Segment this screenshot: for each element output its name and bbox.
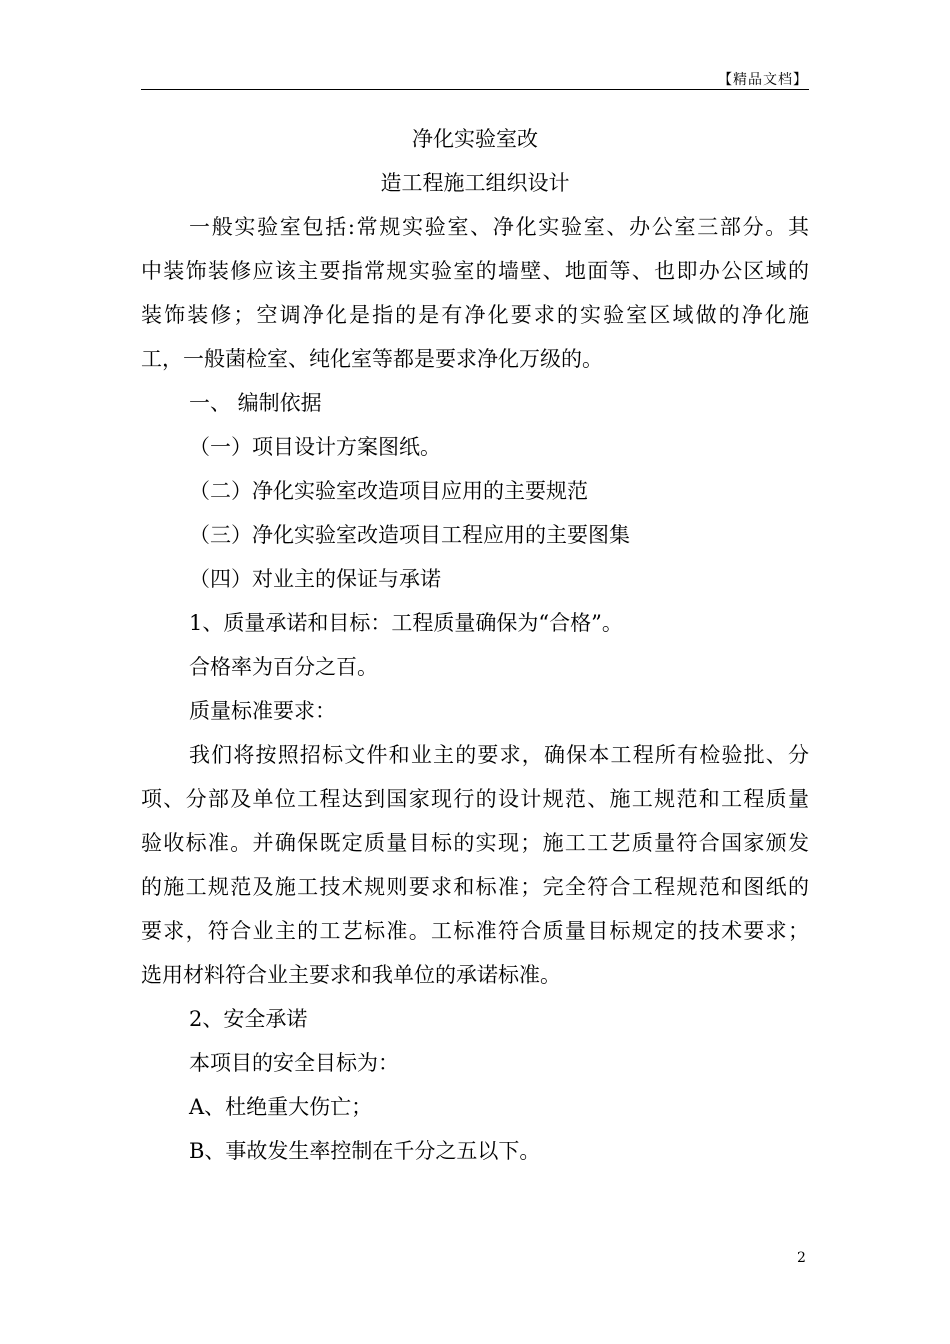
document-body bbox=[141, 117, 809, 1173]
basis-item-3: （三）净化实验室改造项目工程应用的主要图集 bbox=[189, 523, 630, 547]
safety-item-b: B、事故发生率控制在千分之五以下。 bbox=[189, 1139, 541, 1163]
basis-item-4: （四）对业主的保证与承诺 bbox=[189, 567, 441, 591]
quality-paragraph-line-1: 我们将按照招标文件和业主的要求，确保本工程所有检验批、分 bbox=[189, 743, 809, 767]
quality-standard-label: 质量标准要求： bbox=[189, 699, 336, 723]
title-line-1: 净化实验室改 bbox=[412, 127, 538, 151]
intro-line-1: 一般实验室包括:常规实验室、净化实验室、办公室三部分。其 bbox=[189, 215, 809, 239]
intro-line-2: 中装饰装修应该主要指常规实验室的墙壁、地面等、也即办公区域的 bbox=[141, 259, 809, 283]
quality-heading: 1、质量承诺和目标：工程质量确保为“合格”。 bbox=[189, 611, 623, 635]
quality-paragraph-line-5: 要求，符合业主的工艺标准。工标准符合质量目标规定的技术要求； bbox=[141, 919, 809, 943]
basis-item-2: （二）净化实验室改造项目应用的主要规范 bbox=[189, 479, 588, 503]
section-heading-basis: 一、 编制依据 bbox=[189, 391, 322, 415]
quality-paragraph-line-6: 选用材料符合业主要求和我单位的承诺标准。 bbox=[141, 963, 561, 987]
quality-paragraph-line-2: 项、分部及单位工程达到国家现行的设计规范、施工规范和工程质量 bbox=[141, 787, 809, 811]
quality-paragraph-line-4: 的施工规范及施工技术规则要求和标准；完全符合工程规范和图纸的 bbox=[141, 875, 809, 899]
intro-line-4: 工，一般菌检室、纯化室等都是要求净化万级的。 bbox=[141, 347, 603, 371]
header-label: 【精品文档】 bbox=[718, 72, 808, 88]
basis-item-1: （一）项目设计方案图纸。 bbox=[189, 435, 441, 459]
page-number: 2 bbox=[797, 1250, 806, 1266]
intro-line-3: 装饰装修；空调净化是指的是有净化要求的实验室区域做的净化施 bbox=[141, 303, 809, 327]
title-line-2: 造工程施工组织设计 bbox=[380, 171, 570, 195]
safety-item-a: A、杜绝重大伤亡； bbox=[189, 1095, 373, 1119]
quality-paragraph-line-3: 验收标准。并确保既定质量目标的实现；施工工艺质量符合国家颁发 bbox=[141, 831, 809, 855]
quality-rate: 合格率为百分之百。 bbox=[189, 655, 378, 679]
safety-target-label: 本项目的安全目标为： bbox=[189, 1051, 399, 1075]
safety-heading: 2、安全承诺 bbox=[189, 1007, 308, 1031]
header-rule bbox=[141, 89, 809, 90]
